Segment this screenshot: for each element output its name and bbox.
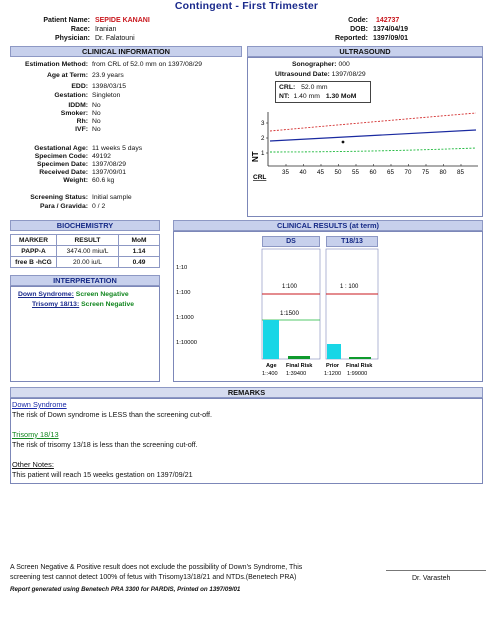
nt-x-tick-label: 60 (369, 169, 377, 176)
clinical-info-row (10, 72, 124, 80)
clinical-info-value: Initial sample (92, 194, 132, 201)
clinical-info-row (10, 102, 101, 110)
biochemistry-table (10, 234, 160, 268)
crl-value: 52.0 mm (301, 84, 328, 91)
bio-mom: 1.14 (119, 246, 160, 257)
clinical-info-value: No (92, 118, 101, 125)
interp-trisomy-label: Trisomy 18/13: (32, 301, 80, 308)
reported-row (330, 35, 408, 42)
patient-name: SEPIDE KANANI (94, 17, 150, 24)
clinical-info-row (10, 153, 111, 161)
risk-chart-y-ticks (176, 265, 197, 346)
risk-y-tick-label: 1:10000 (176, 340, 197, 346)
bar-label-prior: Prior (326, 363, 340, 369)
clinical-info-row (10, 177, 114, 185)
clinical-info-key: Weight: (63, 177, 88, 184)
interpretation-heading: INTERPRETATION (10, 275, 160, 286)
nt-median-curve (270, 130, 476, 141)
clinical-info-row (10, 126, 101, 134)
clinical-info-key: EDD: (71, 83, 88, 90)
nt-x-tick-label: 55 (352, 169, 359, 176)
remark-down-heading: Down Syndrome (12, 400, 67, 409)
table-row (11, 246, 160, 257)
t-prior-risk-bar (327, 344, 341, 359)
signature-line (386, 570, 486, 571)
measurement-box (275, 81, 371, 103)
ds-final-risk-bar (288, 356, 310, 359)
report-title: Contingent - First Trimester (174, 0, 319, 12)
clinical-info-key: Specimen Date: (37, 161, 88, 168)
other-notes-text: This patient will reach 15 weeks gestation on 1397/09/21 (12, 470, 193, 479)
clinical-info-row (10, 110, 101, 118)
bar-value-t-final: 1:99000 (347, 371, 368, 377)
nt-value: 1.40 mm (293, 93, 320, 100)
bio-result: 3474.00 miu/L (57, 246, 119, 257)
nt-label: NT: (279, 93, 290, 100)
risk-chart (174, 247, 482, 381)
signature-name: Dr. Varasteh (412, 575, 451, 582)
clinical-info-row (10, 92, 120, 100)
interp-down-value: Screen Negative (75, 291, 129, 298)
nt-x-tick-label: 75 (422, 169, 429, 176)
remark-down-text: The risk of Down syndrome is LESS than the screening cut-off. (12, 410, 213, 419)
ds-column-header: DS (262, 236, 320, 247)
risk-y-tick-label: 1:10 (176, 265, 188, 271)
us-date-value: 1397/08/29 (331, 71, 366, 78)
clinical-info-row (10, 61, 202, 69)
nt-x-tick-label: 45 (317, 169, 324, 176)
clinical-info-value: 60.6 kg (92, 177, 115, 184)
t1813-column-header: T18/13 (326, 236, 378, 247)
physician-row (40, 35, 135, 42)
remark-trisomy-text: The risk of trisomy 13/18 is less than the screening cut-off. (12, 440, 198, 449)
clinical-info-value: No (92, 110, 101, 117)
us-date-label: Ultrasound Date: (275, 71, 330, 78)
t-final-risk-bar (349, 357, 371, 359)
ds-second-label: 1:1500 (280, 310, 299, 317)
clinical-info-key: Rh: (76, 118, 88, 125)
risk-y-tick-label: 1:100 (176, 290, 191, 296)
clinical-info-value: Singleton (92, 92, 121, 99)
ultrasound-heading: ULTRASOUND (247, 46, 483, 57)
dob-label: DOB: (350, 26, 368, 33)
clinical-info-key: Screening Status: (30, 194, 88, 201)
sonographer-value: 000 (338, 61, 350, 68)
bio-header-row (11, 235, 160, 246)
t1813-column-frame (326, 249, 378, 359)
nt-x-tick-label: 35 (282, 169, 289, 176)
interp-trisomy-row (32, 301, 134, 309)
risk-y-tick-label: 1:1000 (176, 315, 194, 321)
code-value: 142737 (375, 17, 400, 24)
nt-chart-y-ticks (261, 120, 268, 157)
clinical-info-value: 1397/08/29 (92, 161, 127, 168)
reported-label: Reported: (334, 35, 368, 42)
clinical-info-key: Specimen Code: (34, 153, 88, 160)
clinical-info-row (10, 83, 126, 91)
bar-label-ds-final: Final Risk (286, 363, 313, 369)
clinical-info-key: Age at Term: (46, 72, 88, 79)
patient-name-label: Patient Name: (43, 17, 90, 24)
clinical-info-value: 0 / 2 (92, 203, 106, 210)
clinical-info-value: 1398/03/15 (92, 83, 127, 90)
t-cutoff-label: 1 : 100 (340, 284, 359, 290)
physician-value: Dr. Falatouni (94, 35, 135, 42)
code-row (330, 17, 399, 24)
disclaimer-line-1: A Screen Negative & Positive result does not exclude the possibility of Down's Syndrome, This (10, 564, 303, 571)
race-value: Iranian (94, 26, 117, 33)
nt-upper-curve (270, 113, 476, 131)
bar-value-ds-final: 1:39400 (286, 371, 307, 377)
crl-label: CRL: (279, 84, 296, 91)
clinical-info-value: No (92, 126, 101, 133)
interp-down-label: Down Syndrome: (18, 291, 74, 298)
clinical-info-key: Smoker: (60, 110, 88, 117)
clinical-info-row (10, 145, 142, 153)
clinical-info-heading: CLINICAL INFORMATION (10, 46, 242, 57)
biochemistry-heading: BIOCHEMISTRY (10, 220, 160, 231)
code-label: Code: (348, 17, 368, 24)
nt-y-tick-label: 2 (261, 135, 265, 142)
clinical-info-value: 11 weeks 5 days (92, 145, 143, 152)
nt-y-tick-label: 3 (261, 120, 265, 127)
clinical-info-key: Gestational Age: (34, 145, 88, 152)
sonographer-label: Sonographer: (292, 61, 337, 68)
bar-value-prior: 1:1200 (324, 371, 342, 377)
dob-value: 1374/04/19 (372, 26, 408, 33)
nt-chart (250, 108, 482, 186)
clinical-info-row (10, 118, 101, 126)
physician-label: Physician: (54, 35, 90, 42)
nt-x-tick-label: 50 (334, 169, 342, 176)
nt-x-tick-label: 65 (387, 169, 394, 176)
nt-x-tick-label: 85 (457, 169, 464, 176)
nt-x-tick-label: 70 (404, 169, 412, 176)
clinical-info-value: 23.9 years (92, 72, 124, 79)
clinical-info-value: No (92, 102, 101, 109)
bio-col-result: RESULT (57, 235, 119, 246)
nt-x-tick-label: 40 (299, 169, 307, 176)
bio-mom: 0.49 (119, 257, 160, 268)
other-notes-heading: Other Notes: (12, 460, 54, 469)
remarks-heading: REMARKS (10, 387, 483, 398)
clinical-info-value: from CRL of 52.0 mm on 1397/08/29 (92, 61, 203, 68)
us-date-row (275, 71, 366, 79)
clinical-info-key: Estimation Method: (24, 61, 88, 68)
bar-value-age: 1::400 (262, 371, 278, 377)
race-label: Race: (70, 26, 90, 33)
bio-marker: free B -hCG (11, 257, 57, 268)
bio-col-marker: MARKER (11, 235, 57, 246)
dob-row (330, 26, 408, 33)
clinical-info-key: IVF: (75, 126, 88, 133)
nt-lower-curve (270, 148, 476, 152)
clinical-info-key: Gestation: (54, 92, 88, 99)
disclaimer-line-2: screening test cannot detect 100% of fetus with Trisomy13/18/21 and NTDs.(Benetech PRA) (10, 574, 297, 581)
ds-cutoff-label: 1:100 (282, 284, 298, 290)
interp-trisomy-value: Screen Negative (81, 301, 135, 308)
remark-trisomy-heading: Trisomy 18/13 (12, 430, 59, 439)
clinical-info-value: 1397/09/01 (92, 169, 127, 176)
bio-result: 20.00 iu/L (57, 257, 119, 268)
clinical-info-row (10, 161, 126, 169)
nt-chart-xlabel: CRL (253, 174, 267, 181)
clinical-results-heading: CLINICAL RESULTS (at term) (173, 220, 483, 231)
bio-marker: PAPP-A (11, 246, 57, 257)
bio-col-mom: MoM (119, 235, 160, 246)
ds-age-risk-bar (263, 320, 279, 359)
sonographer-row (292, 61, 350, 69)
bar-label-t-final: Final Risk (346, 363, 373, 369)
patient-name-row (40, 17, 150, 24)
clinical-info-key: Para / Gravida: (40, 203, 88, 210)
nt-x-tick-label: 80 (439, 169, 447, 176)
clinical-info-row (10, 169, 126, 177)
nt-patient-point (342, 141, 345, 144)
clinical-info-value: 49192 (92, 153, 111, 160)
interp-down-row (18, 291, 129, 299)
race-row (40, 26, 116, 33)
clinical-info-key: Received Date: (39, 169, 88, 176)
clinical-info-row (10, 194, 132, 202)
reported-value: 1397/09/01 (372, 35, 408, 42)
nt-y-tick-label: 1 (261, 150, 265, 157)
generated-note: Report generated using Benetech PRA 3300 for PARDIS, Printed on 1397/09/01 (10, 586, 241, 593)
nt-row (279, 93, 356, 101)
nt-mom-value: 1.30 MoM (325, 93, 357, 100)
table-row (11, 257, 160, 268)
clinical-info-row (10, 203, 105, 211)
crl-row (279, 84, 328, 92)
bar-label-age: Age (266, 363, 277, 369)
clinical-info-key: IDDM: (68, 102, 88, 109)
nt-chart-ylabel: NT (251, 151, 260, 162)
